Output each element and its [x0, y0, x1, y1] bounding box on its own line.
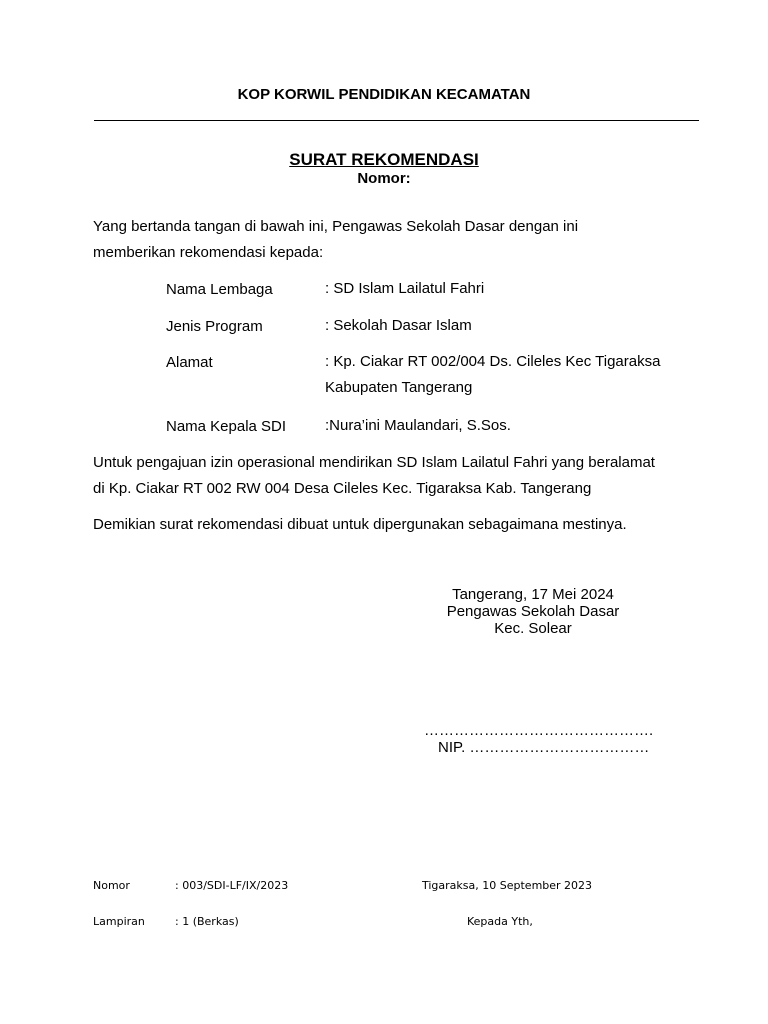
- field-value-alamat-line-2: Kabupaten Tangerang: [325, 379, 473, 396]
- signature-name-line: ……………………………………….: [424, 722, 654, 739]
- intro-line-2: memberikan rekomendasi kepada:: [93, 244, 324, 261]
- intro-line-1: Yang bertanda tangan di bawah ini, Pengawas Sekolah Dasar dengan ini: [93, 218, 579, 235]
- purpose-line-1: Untuk pengajuan izin operasional mendirikan SD Islam Lailatul Fahri yang beralamat: [93, 454, 655, 471]
- letterhead-divider: [94, 120, 699, 121]
- signature-place-date: Tangerang, 17 Mei 2024: [452, 586, 614, 603]
- field-label-nama-lembaga: Nama Lembaga: [166, 281, 273, 298]
- field-label-alamat: Alamat: [166, 354, 213, 371]
- field-value-jenis-program: : Sekolah Dasar Islam: [325, 317, 472, 334]
- field-value-nama-lembaga: : SD Islam Lailatul Fahri: [325, 280, 485, 297]
- field-value-nama-kepala: :Nura’ini Maulandari, S.Sos.: [325, 417, 511, 434]
- next-nomor-value: : 003/SDI-LF/IX/2023: [175, 879, 289, 892]
- next-nomor-label: Nomor: [93, 879, 130, 892]
- signature-area: Kec. Solear: [494, 620, 572, 637]
- signature-nip: NIP. ………………………………: [438, 739, 650, 756]
- closing-statement: Demikian surat rekomendasi dibuat untuk dipergunakan sebagaimana mestinya.: [93, 516, 627, 533]
- field-value-alamat: : Kp. Ciakar RT 002/004 Ds. Cileles Kec Tigaraksa: [325, 353, 661, 370]
- letter-title: SURAT REKOMENDASI: [289, 150, 479, 169]
- letterhead: KOP KORWIL PENDIDIKAN KECAMATAN: [237, 86, 531, 103]
- field-label-jenis-program: Jenis Program: [166, 318, 263, 335]
- next-kepada: Kepada Yth,: [467, 915, 533, 928]
- next-lampiran-value: : 1 (Berkas): [175, 915, 239, 928]
- letter-number-label: Nomor:: [357, 170, 411, 187]
- field-label-nama-kepala: Nama Kepala SDI: [166, 418, 287, 435]
- purpose-line-2: di Kp. Ciakar RT 002 RW 004 Desa Cileles Kec. Tigaraksa Kab. Tangerang: [93, 480, 592, 497]
- next-date: Tigaraksa, 10 September 2023: [422, 879, 593, 892]
- next-lampiran-label: Lampiran: [93, 915, 145, 928]
- signature-position: Pengawas Sekolah Dasar: [446, 603, 620, 620]
